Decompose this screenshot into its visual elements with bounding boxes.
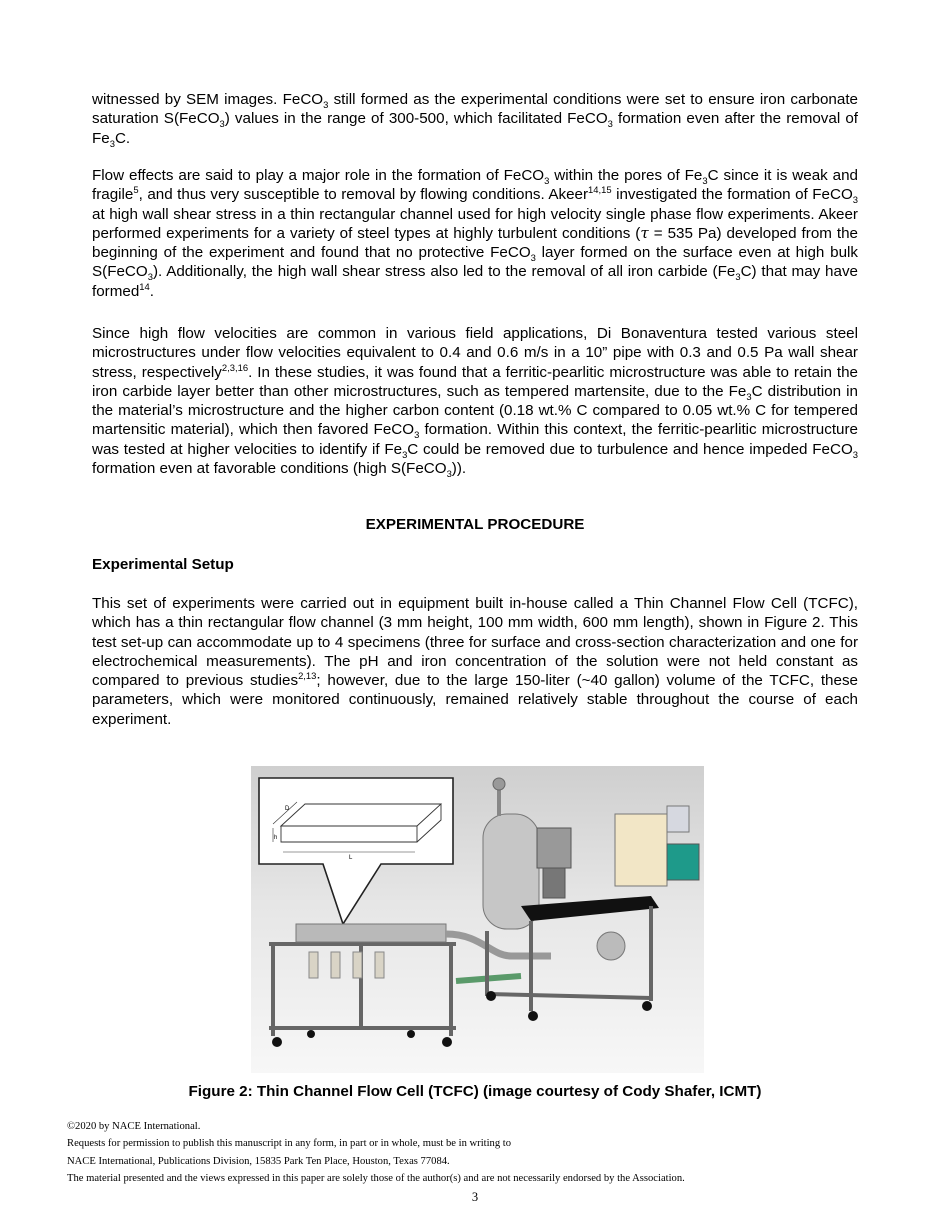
footer-line: Requests for permission to publish this manuscript in any form, in part or in whole, must be in writing to [67,1138,512,1150]
left-cart-wheels [272,1030,452,1047]
page-number: 3 [471,1190,479,1204]
paragraph-3: Since high flow velocities are common in various field applications, Di Bonaventura tested various steel microstructures under flow velocities equivalent to 0.4 and 0.6 m/s in a 10” pipe with 0.3 and 0.5 Pa wall shear stress, respectively$^{2,3,16}$. In these studies, it was found that a ferritic-pearlitic microstructure was able to retain the iron carbide layer better than other microstructures, such as tempered martensite, due to the $Fe_3C$ distribution in the material’s microstructure and the higher carbon content (0.18 wt.% C compared to 0.05 wt.% C for tempered martensitic material), which then favored FeCO$_3$ formation. Within this context, the ferritic-pearlitic microstructure was tested at higher velocities to identify if $Fe_3C$ could be removed due to turbulence and hence impeded FeCO$_3$ formation even at favorable conditions (high S(FeCO$_3$)). [92,325,858,480]
label-height: h [274,835,278,841]
paragraph-4: This set of experiments were carried out in equipment built in-house called a Thin Channel Flow Cell (TCFC), which has a thin rectangular flow channel (3 mm height, 100 mm width, 600 mm length), shown in Figure 2. This test set-up can accommodate up to 4 specimens (three for surface and cross-section characterization and one for electrochemical measurements). The pH and iron concentration of the solution were not held constant as compared to previous studies$^{2,13}$; however, due to the large 150-liter (~40 gallon) volume of the TCFC, these parameters, which were monitored continuously, remained relatively stable throughout the course of each experiment. [92,595,858,728]
paragraph-2: Flow effects are said to play a major role in the formation of FeCO$_3$ within the pores of $Fe_3C$ since it is weak and fragile$^5$, and thus very susceptible to removal by flowing conditions. Akeer$^{14,15}$ investigated the formation of FeCO$_3$ at high wall shear stress in a thin rectangular channel used for high velocity single phase flow experiments. Akeer performed experiments for a variety of steel types at highly turbulent conditions (τ = 535 Pa) developed from the beginning of the experiment and found that no protective FeCO$_3$ layer formed on the surface even at high bulk S(FeCO$_3$). Additionally, the high wall shear stress also led to the removal of all iron carbide $(Fe_3C)$ that may have formed$^{14}$. [92,167,859,300]
footer-line: The material presented and the views expressed in this paper are solely those of the author(s) and are not necessarily endorsed by the Association. [67,1172,685,1184]
control-panel [615,814,667,886]
figure-caption: Figure 2: Thin Channel Flow Cell (TCFC) (image courtesy of Cody Shafer, ICMT) [188,1083,762,1100]
pipe [446,934,551,956]
specimen-holders [309,952,384,978]
subsection-heading: Experimental Setup [92,556,234,573]
footer-line: NACE International, Publications Division, 15835 Park Ten Place, Houston, Texas 77084. [67,1155,450,1167]
paragraph-1: witnessed by SEM images. FeCO$_3$ still formed as the experimental conditions were set to ensure iron carbonate saturation S(FeCO$_3$) values in the range of 300-500, which facilitated FeCO$_3$ formation even after the removal of $Fe_3C$. [92,91,858,149]
tcfc-illustration [251,766,704,1073]
label-depth: D [285,806,290,812]
section-heading: EXPERIMENTAL PROCEDURE [365,516,585,533]
callout-box [259,778,453,924]
teal-box [667,844,699,880]
black-table [521,896,659,921]
pump-motor [537,828,571,868]
copyright-footer [67,1118,887,1187]
figure-tcfc-image [251,766,704,1073]
footer-line: ©2020 by NACE International. [67,1121,201,1132]
flow-channel [296,924,446,942]
flow-fitting [597,932,625,960]
label-length: L [349,855,353,861]
